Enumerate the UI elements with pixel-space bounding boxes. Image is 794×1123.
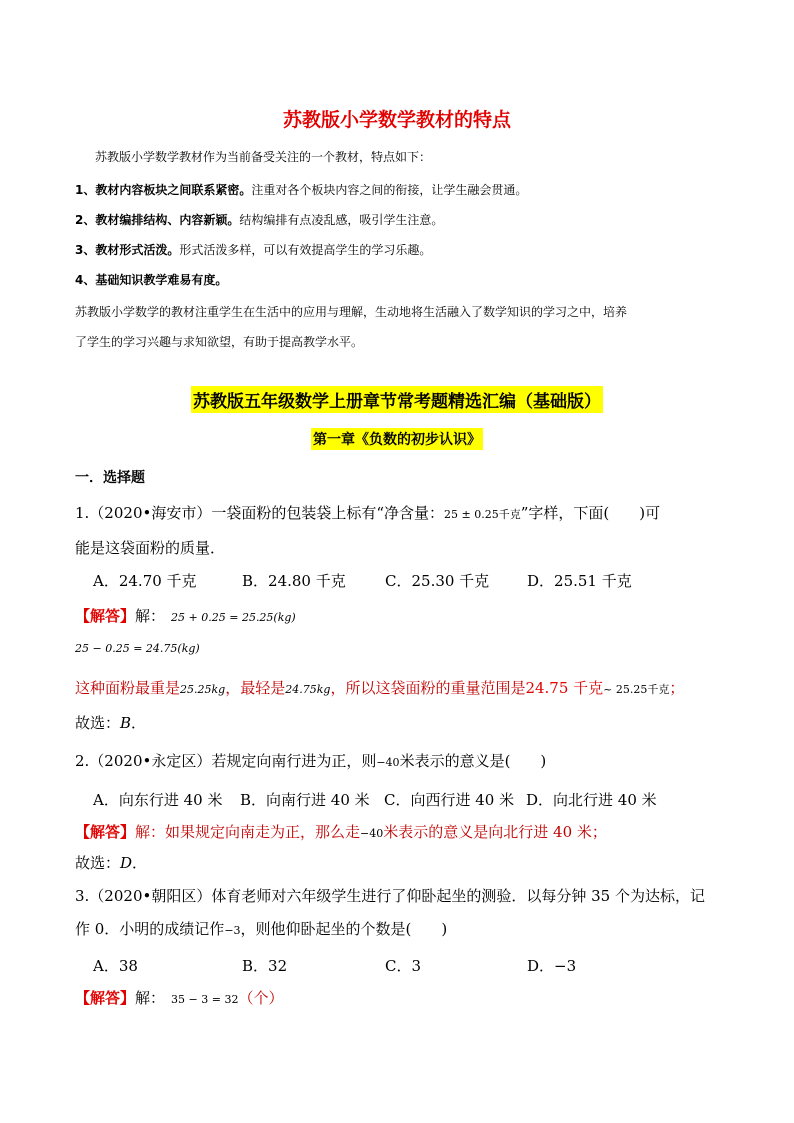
question-1-answer-math-2: 25 − 0.25 = 24.75(kg) (75, 642, 200, 655)
question-1-option-a: A．24.70 千克 (93, 572, 197, 590)
question-1-option-d: D．25.51 千克 (527, 572, 632, 590)
question-1-choice-letter: B (120, 714, 132, 732)
compilation-title-row (0, 386, 794, 413)
chapter-title-row (0, 428, 794, 450)
intro-point-3-text: 形式活泼多样，可以有效提高学生的学习乐趣。 (179, 243, 432, 257)
question-1-explain-d: 24.75 千克 (525, 679, 604, 697)
answer-jie-3: 解： (135, 989, 166, 1007)
question-2-explain-a: 解：如果规定向南走为正，那么走 (135, 823, 361, 841)
question-1-answer (75, 605, 296, 626)
intro-summary-line-1: 苏教版小学数学的教材注重学生在生活中的应用与理解，生动地将生活融入了数学知识的学习之中，培养 (75, 305, 628, 319)
question-2-explain-math: −40 (360, 827, 384, 840)
question-1-explain-math-1: 25.25kg (180, 683, 226, 696)
question-1-explain-c: ，所以这袋面粉的重量范围是 (330, 679, 526, 697)
question-1-explain-a: 这种面粉最重是 (75, 679, 181, 697)
question-2-stem-math: −40 (376, 756, 400, 769)
choose-label: 故选： (75, 714, 121, 732)
question-2-option-d: D．向北行进 40 米 (526, 791, 657, 809)
question-1-explain-math-2: 24.75kg (285, 683, 331, 696)
choose-label-2: 故选： (75, 854, 121, 872)
question-2-choice (75, 852, 147, 873)
intro-lead: 苏教版小学数学教材作为当前备受关注的一个教材，特点如下： (95, 150, 432, 164)
question-1-explain-b: ，最轻是 (225, 679, 286, 697)
intro-point-3-heading: 3、教材形式活泼。 (75, 243, 180, 257)
compilation-title: 苏教版五年级数学上册章节常考题精选汇编（基础版） (191, 386, 603, 413)
question-2-option-c: C．向西行进 40 米 (384, 791, 515, 809)
question-2-choice-letter: D (120, 854, 133, 872)
intro-point-1 (75, 181, 527, 198)
question-1-line-1 (75, 502, 660, 523)
question-3-option-a: A．38 (93, 957, 138, 975)
question-1-explain-e: ； (669, 679, 685, 697)
section-title: 一．选择题 (75, 470, 145, 486)
question-1-explanation (75, 677, 684, 698)
intro-point-4 (75, 271, 227, 288)
answer-tag: 【解答】 (75, 607, 136, 625)
question-3-option-c: C．3 (385, 957, 422, 975)
question-2-stem-pre: 2.（2020•永定区）若规定向南行进为正，则 (75, 752, 377, 770)
question-1-line-2: 能是这袋面粉的质量． (75, 539, 226, 557)
intro-point-1-text: 注重对各个板块内容之间的衔接，让学生融会贯通。 (251, 183, 528, 197)
question-2-option-a: A．向东行进 40 米 (93, 791, 223, 809)
question-1-option-b: B．24.80 千克 (242, 572, 346, 590)
question-3-answer-math: 35 − 3 = 32 (171, 993, 239, 1006)
question-2-line-1 (75, 750, 546, 771)
question-3-option-b: B．32 (242, 957, 288, 975)
question-1-stem-pre: 1.（2020•海安市）一袋面粉的包装袋上标有“净含量： (75, 504, 445, 522)
intro-summary-line-2: 了学生的学习兴趣与求知欲望，有助于提高教学水平。 (75, 335, 364, 349)
question-1-choice (75, 712, 146, 733)
question-1-stem-post: ”字样，下面( )可 (520, 504, 661, 522)
question-3-stem-pre: 作 0．小明的成绩记作 (75, 920, 225, 938)
question-2-stem-post: 米表示的意义是( ) (399, 752, 547, 770)
chapter-title: 第一章《负数的初步认识》 (311, 428, 483, 450)
question-1-explain-math-3: ~ 25.25千克 (603, 683, 670, 696)
intro-point-3 (75, 241, 431, 258)
intro-point-1-heading: 1、教材内容板块之间联系紧密。 (75, 183, 252, 197)
document-title: 苏教版小学数学教材的特点 (282, 109, 511, 131)
intro-point-2 (75, 211, 443, 228)
answer-jie: 解： (135, 607, 166, 625)
question-2-answer (75, 821, 607, 842)
intro-point-2-text: 结构编排有点凌乱感，吸引学生注意。 (239, 213, 444, 227)
question-3-stem-post: ，则他仰卧起坐的个数是( ) (240, 920, 448, 938)
question-2-choice-end: ． (132, 854, 148, 872)
question-1-answer-math-1: 25 + 0.25 = 25.25(kg) (171, 611, 296, 624)
question-3-option-d: D．−3 (527, 957, 577, 975)
answer-tag-2: 【解答】 (75, 823, 136, 841)
question-1-option-c: C．25.30 千克 (385, 572, 490, 590)
question-3-answer (75, 987, 283, 1008)
question-2-option-b: B．向南行进 40 米 (240, 791, 370, 809)
question-1-stem-math: 25 ± 0.25千克 (444, 508, 521, 521)
question-3-line-1: 3.（2020•朝阳区）体育老师对六年级学生进行了仰卧起坐的测验．以每分钟 35 个为达标，记 (75, 887, 705, 905)
question-1-choice-end: ． (131, 714, 147, 732)
question-3-answer-unit: （个） (238, 989, 284, 1007)
answer-tag-3: 【解答】 (75, 989, 136, 1007)
question-3-stem-math: −3 (224, 924, 241, 937)
intro-point-4-heading: 4、基础知识教学难易有度。 (75, 273, 228, 287)
intro-point-2-heading: 2、教材编排结构、内容新颖。 (75, 213, 240, 227)
question-3-line-2 (75, 918, 447, 939)
question-2-explain-b: 米表示的意义是向北行进 40 米； (383, 823, 607, 841)
